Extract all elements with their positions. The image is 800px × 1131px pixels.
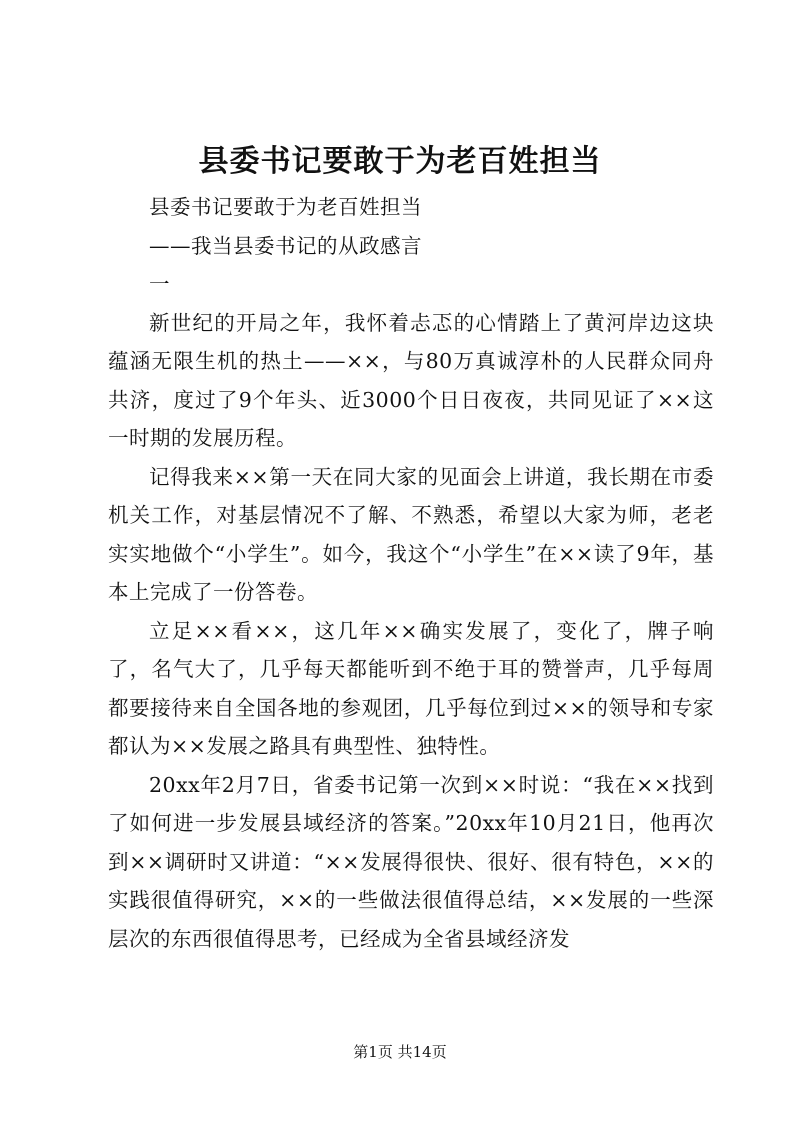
paragraph-subtitle: 县委书记要敢于为老百姓担当: [149, 195, 422, 219]
document-body: [108, 188, 714, 958]
section-number: 一: [149, 272, 170, 296]
paragraph-subheading: ——我当县委书记的从政感言: [149, 233, 422, 258]
paragraph: 新世纪的开局之年，我怀着忐忑的心情踏上了黄河岸边这块蕴涵无限生机的热土——××，与80万真诚淳朴的人民群众同舟共济，度过了9个年头、近3000个日日夜夜，共同见证了××这一时期的发展历程。: [108, 310, 714, 450]
document-title: 县委书记要敢于为老百姓担当: [198, 144, 602, 179]
paragraph: 记得我来××第一天在同大家的见面会上讲道，我长期在市委机关工作，对基层情况不了解、不熟悉，希望以大家为师，老老实实地做个“小学生”。如今，我这个“小学生”在××读了9年，基本上完成了一份答卷。: [108, 464, 714, 604]
paragraph: 立足××看××，这几年××确实发展了，变化了，牌子响了，名气大了，几乎每天都能听到不绝于耳的赞誉声，几乎每周都要接待来自全国各地的参观团，几乎每位到过××的领导和专家都认为××发展之路具有典型性、独特性。: [108, 618, 714, 758]
paragraph: 20xx年2月7日，省委书记第一次到××时说：“我在××找到了如何进一步发展县域经济的答案。”20xx年10月21日，他再次到××调研时又讲道：“××发展得很快、很好、很有特色，××的实践很值得研究，××的一些做法很值得总结，××发展的一些深层次的东西很值得思考，已经成为全省县域经济发: [108, 772, 714, 951]
page-footer: 第1页 共14页: [353, 1043, 447, 1061]
